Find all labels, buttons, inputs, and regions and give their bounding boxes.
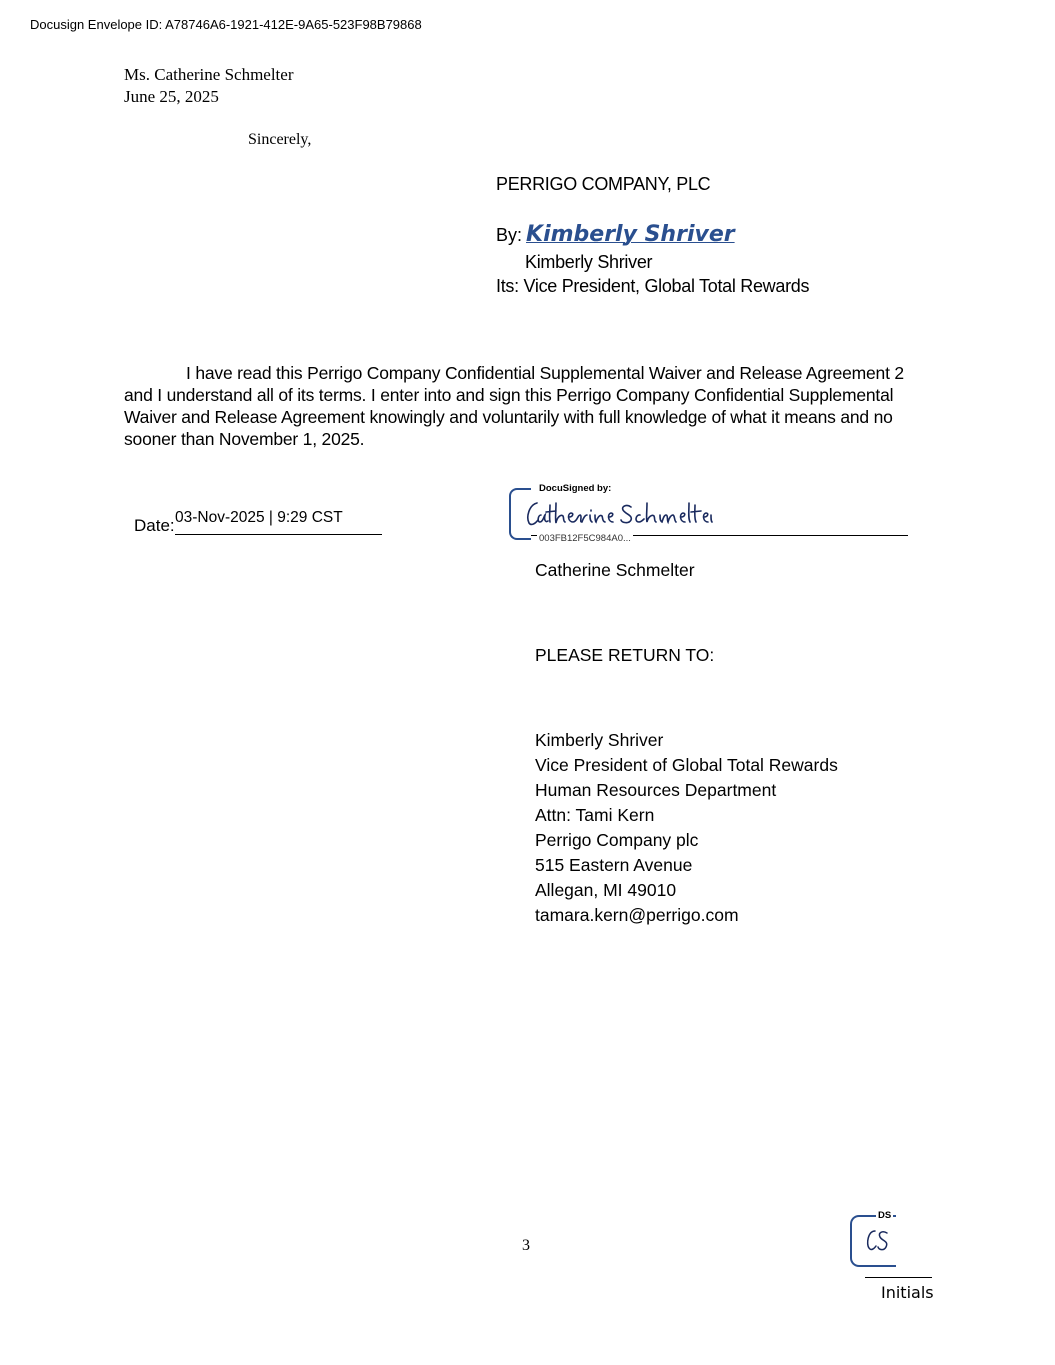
by-signature-row bbox=[496, 222, 735, 247]
initials-signature-image bbox=[864, 1226, 892, 1254]
letter-date: June 25, 2025 bbox=[124, 87, 219, 106]
initials-ds-label: DS bbox=[878, 1210, 892, 1221]
address-line: Kimberly Shriver bbox=[535, 730, 664, 750]
initials-label: Initials bbox=[881, 1283, 934, 1302]
company-signer-name: Kimberly Shriver bbox=[525, 252, 653, 272]
date-label: Date: bbox=[134, 516, 175, 535]
docusigned-by-label: DocuSigned by: bbox=[539, 483, 612, 494]
kimberly-signature: Kimberly Shriver bbox=[526, 222, 735, 247]
closing-sincerely: Sincerely, bbox=[248, 131, 312, 148]
return-address bbox=[535, 728, 838, 928]
address-line: Allegan, MI 49010 bbox=[535, 880, 677, 900]
envelope-id: Docusign Envelope ID: A78746A6-1921-412E-9A65-523F98B79868 bbox=[30, 17, 422, 32]
date-value: 03-Nov-2025 | 9:29 CST bbox=[175, 509, 343, 526]
acknowledgement-paragraph bbox=[124, 362, 924, 450]
address-line: Perrigo Company plc bbox=[535, 830, 699, 850]
recipient-name: Ms. Catherine Schmelter bbox=[124, 65, 294, 84]
return-to-heading: PLEASE RETURN TO: bbox=[535, 645, 715, 665]
address-line: Vice President of Global Total Rewards bbox=[535, 755, 838, 775]
email-link[interactable]: tamara.kern@perrigo.com bbox=[535, 905, 739, 925]
initials-underline bbox=[865, 1277, 932, 1278]
address-line: 515 Eastern Avenue bbox=[535, 855, 693, 875]
employee-signer-name: Catherine Schmelter bbox=[535, 560, 695, 580]
address-line: Human Resources Department bbox=[535, 780, 777, 800]
date-underline bbox=[175, 534, 382, 535]
company-signer-title: Its: Vice President, Global Total Rewards bbox=[496, 276, 810, 296]
company-name: PERRIGO COMPANY, PLC bbox=[496, 174, 711, 194]
docusign-signature-id: 003FB12F5C984A0... bbox=[539, 533, 631, 544]
page-number: 3 bbox=[522, 1237, 530, 1254]
catherine-signature-image bbox=[523, 497, 713, 529]
acknowledgement-text: I have read this Perrigo Company Confidential Supplemental Waiver and Release Agreement 2 and I understand all of its terms. I enter into and sign this Perrigo Company Confidential Supplemental Waiver and Release Agreement knowingly and voluntarily with full knowledge of what it means and no sooner than November 1, 2025. bbox=[124, 363, 904, 449]
by-label: By: bbox=[496, 225, 523, 245]
recipient-block bbox=[124, 64, 294, 108]
address-line: Attn: Tami Kern bbox=[535, 805, 655, 825]
